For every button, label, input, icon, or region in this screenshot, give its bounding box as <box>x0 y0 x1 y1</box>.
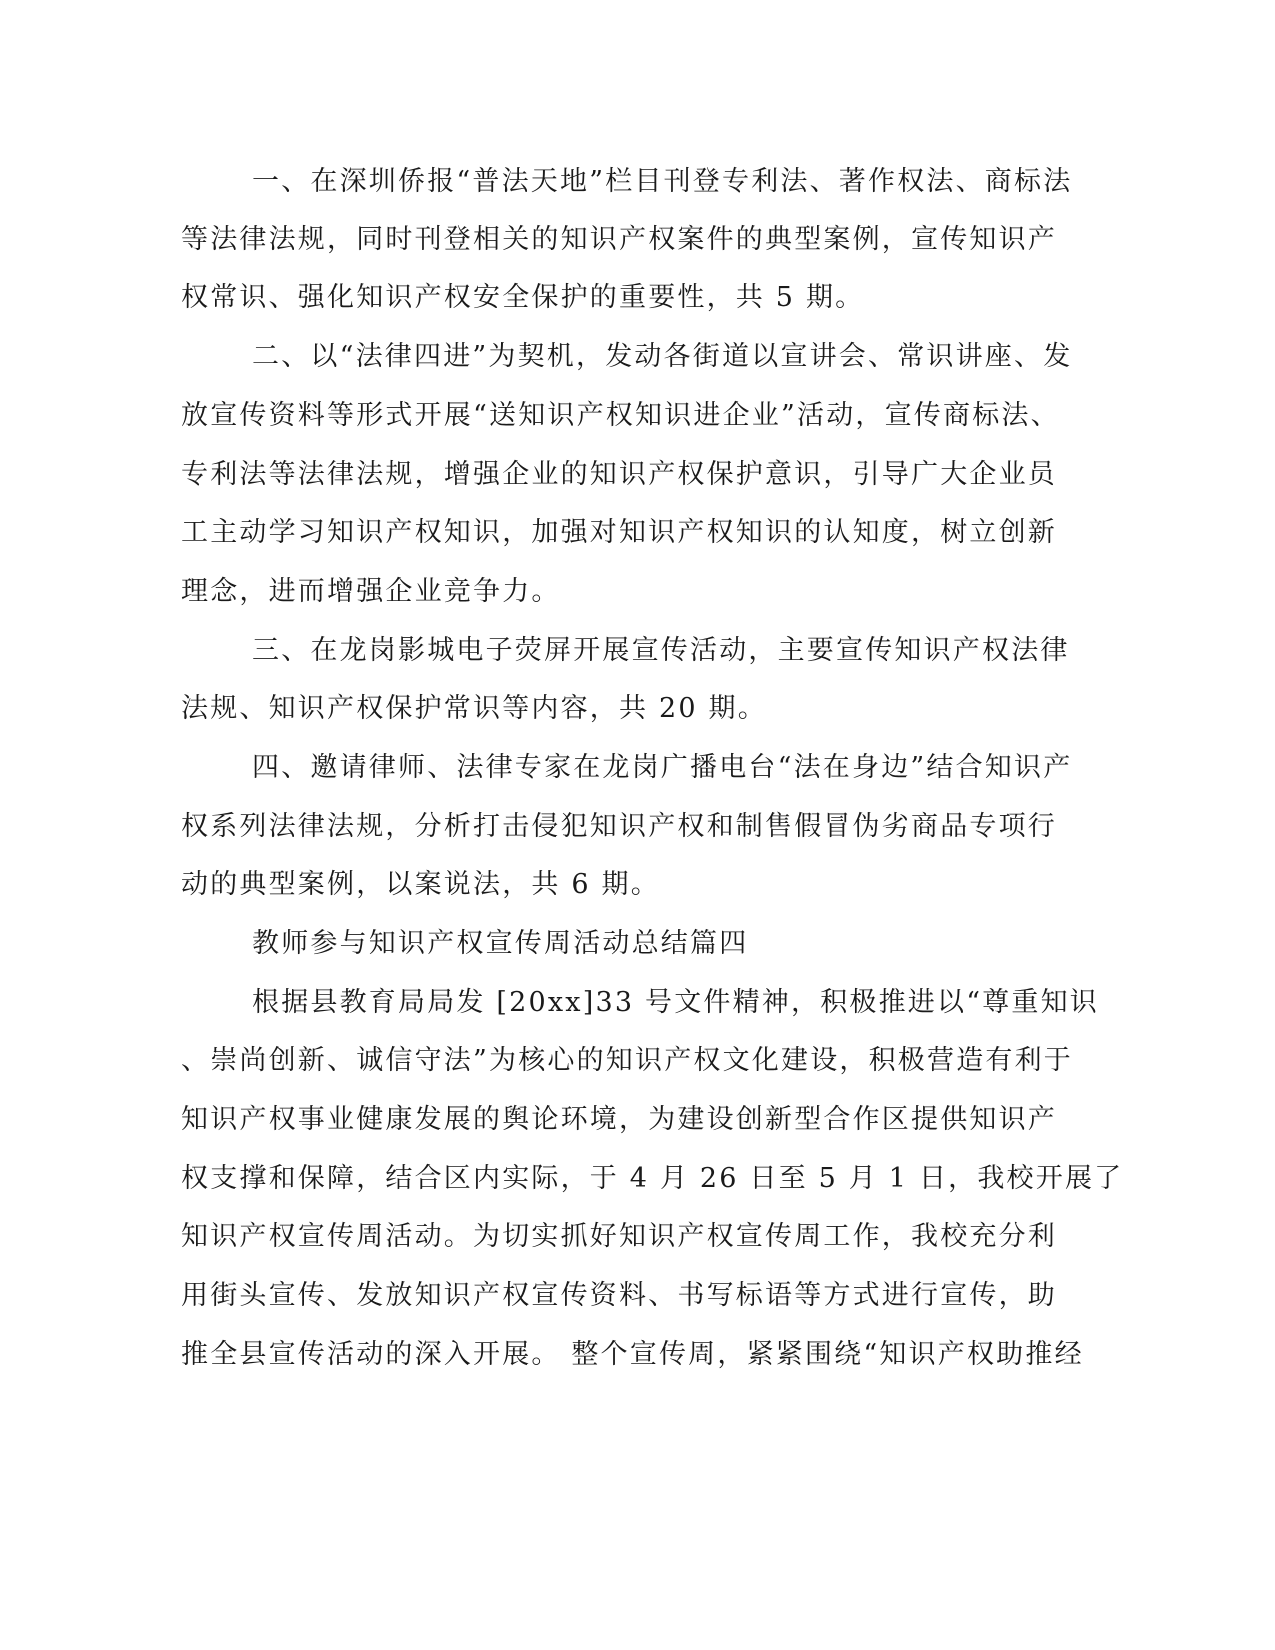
line-12: 权系列法律法规，分析打击侵犯知识产权和制售假冒伪劣商品专项行 <box>181 811 1057 842</box>
line-18: 权支撑和保障，结合区内实际，于 4 月 26 日至 5 月 1 日，我校开展了 <box>181 1163 1124 1194</box>
line-8: 理念，进而增强企业竞争力。 <box>181 576 561 607</box>
line-16: 、崇尚创新、诚信守法”为核心的知识产权文化建设，积极营造有利于 <box>181 1045 1074 1076</box>
line-13: 动的典型案例，以案说法，共 6 期。 <box>181 869 660 900</box>
line-7: 工主动学习知识产权知识，加强对知识产权知识的认知度，树立创新 <box>181 517 1057 548</box>
line-9: 三、在龙岗影城电子荧屏开展宣传活动，主要宣传知识产权法律 <box>252 635 1070 666</box>
line-11: 四、邀请律师、法律专家在龙岗广播电台“法在身边”结合知识产 <box>252 752 1073 783</box>
line-15: 根据县教育局局发 [20xx]33 号文件精神，积极推进以“尊重知识 <box>252 987 1100 1018</box>
line-6: 专利法等法律法规，增强企业的知识产权保护意识，引导广大企业员 <box>181 459 1057 490</box>
section-heading: 教师参与知识产权宣传周活动总结篇四 <box>252 928 749 959</box>
line-19: 知识产权宣传周活动。为切实抓好知识产权宣传周工作，我校充分利 <box>181 1221 1057 1252</box>
line-2: 等法律法规，同时刊登相关的知识产权案件的典型案例，宣传知识产 <box>181 224 1057 255</box>
line-5: 放宣传资料等形式开展“送知识产权知识进企业”活动，宣传商标法、 <box>181 400 1060 431</box>
line-21: 推全县宣传活动的深入开展。 整个宣传周，紧紧围绕“知识产权助推经 <box>181 1339 1084 1370</box>
line-4: 二、以“法律四进”为契机，发动各街道以宣讲会、常识讲座、发 <box>252 341 1073 372</box>
line-20: 用街头宣传、发放知识产权宣传资料、书写标语等方式进行宣传，助 <box>181 1280 1057 1311</box>
line-17: 知识产权事业健康发展的舆论环境，为建设创新型合作区提供知识产 <box>181 1104 1057 1135</box>
line-3: 权常识、强化知识产权安全保护的重要性，共 5 期。 <box>181 282 865 313</box>
line-1: 一、在深圳侨报“普法天地”栏目刊登专利法、著作权法、商标法 <box>252 166 1073 197</box>
line-10: 法规、知识产权保护常识等内容，共 20 期。 <box>181 693 767 724</box>
